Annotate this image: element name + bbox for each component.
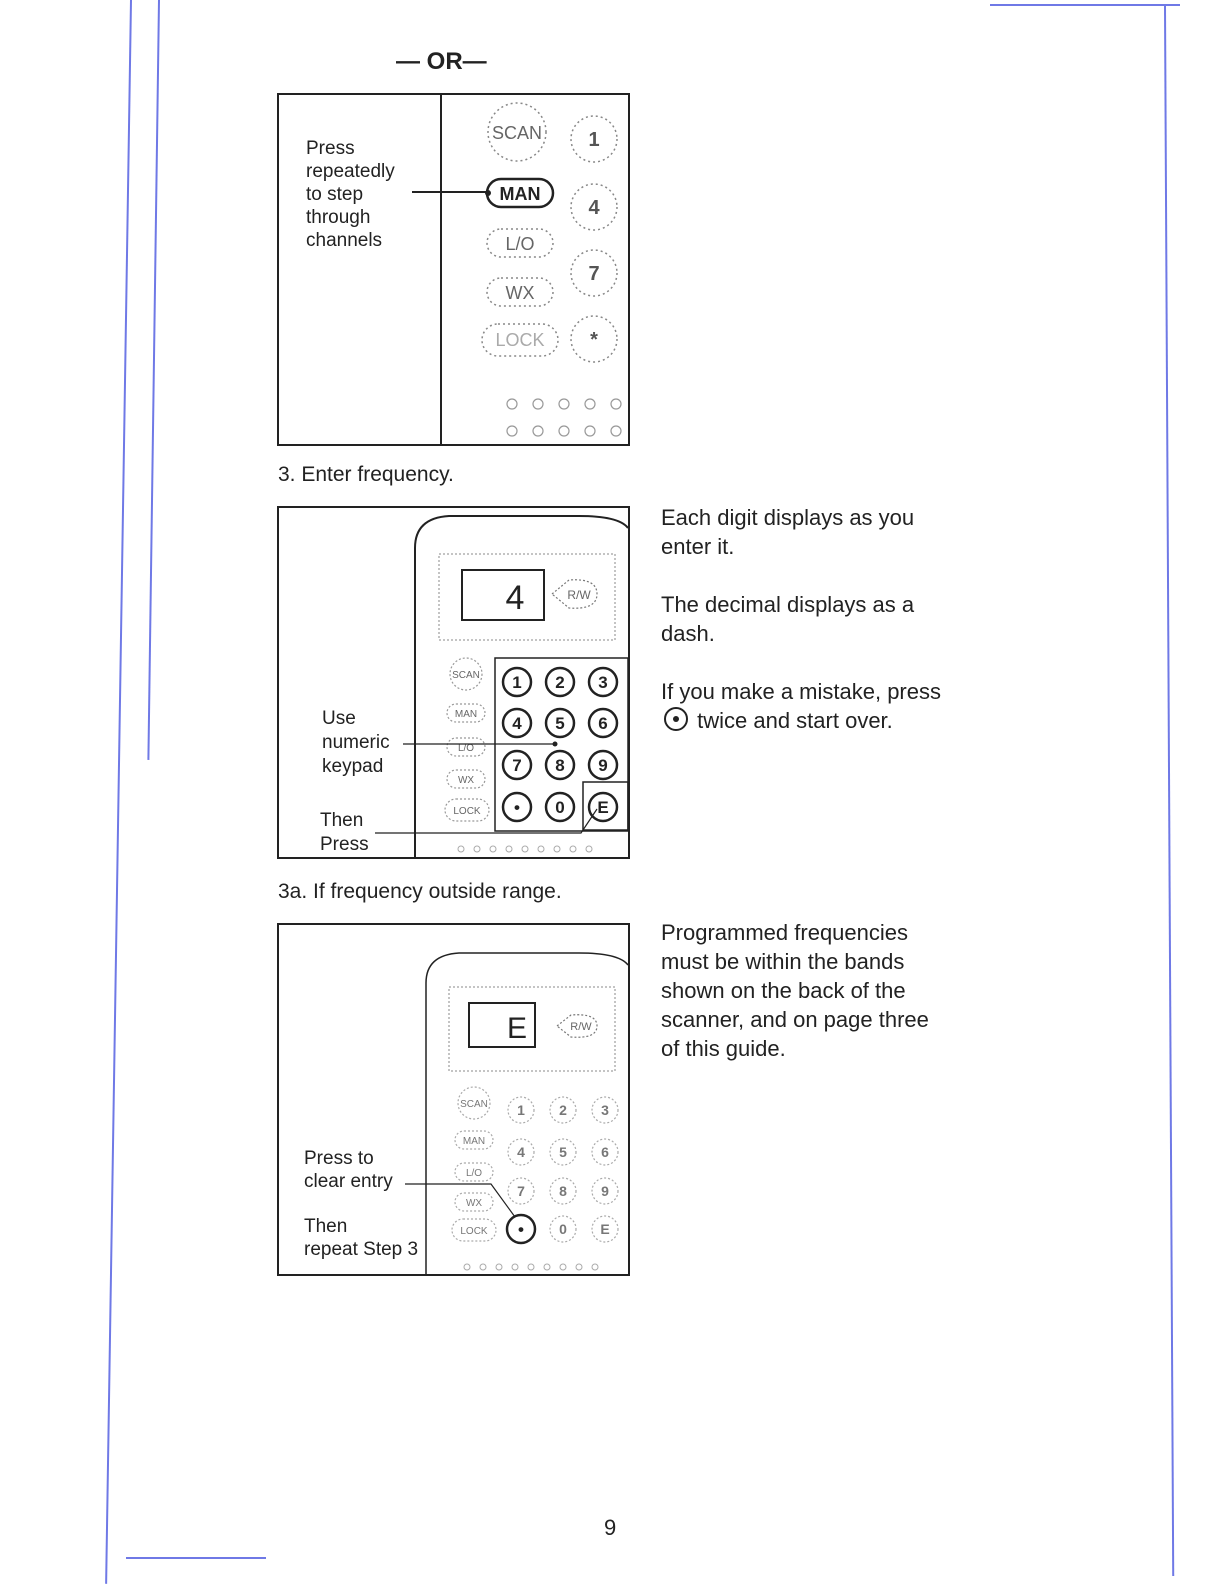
keypad-3: 3 [598, 673, 608, 692]
then-press-label: Then Press [320, 810, 369, 855]
keypad3-0: 0 [559, 1221, 567, 1237]
key-lock-3: LOCK [460, 1226, 488, 1237]
note-decimal: The decimal displays as a dash. [661, 592, 915, 646]
key-man-2: MAN [454, 709, 478, 720]
note-digit: Each digit displays as you enter it. [661, 505, 915, 559]
keypad-6: 6 [598, 714, 608, 733]
keypad-dot: • [514, 798, 520, 817]
keypad-0: 0 [555, 798, 565, 817]
keypad3-e: E [600, 1221, 610, 1237]
lcd-error: E [506, 1012, 528, 1045]
keypad-label: Use numeric keypad [322, 708, 390, 777]
panel1-keys [279, 95, 628, 444]
key-star: * [590, 329, 598, 351]
keypad3-4: 4 [517, 1144, 525, 1160]
key-lock: LOCK [495, 330, 545, 350]
keypad3-8: 8 [559, 1183, 567, 1199]
keypad-4: 4 [512, 714, 522, 733]
scan-edge-top-right [990, 4, 1180, 6]
key-7: 7 [588, 263, 600, 285]
keypad-e: E [597, 798, 609, 817]
rw-icon: R/W [567, 588, 591, 602]
or-heading: — OR— [396, 48, 487, 75]
step3a-caption: 3a. If frequency outside range. [278, 880, 562, 903]
keypad-7: 7 [512, 756, 522, 775]
panel2-scanner [279, 508, 628, 857]
enter-frequency-panel [277, 506, 630, 859]
key-man-3: MAN [462, 1136, 486, 1147]
out-of-range-panel [277, 923, 630, 1276]
key-4: 4 [588, 197, 600, 219]
panel1-label: Press repeatedly to step through channels [306, 138, 395, 251]
clear-entry-label: Press to clear entry [304, 1148, 393, 1192]
rw-icon-2: R/W [570, 1021, 592, 1033]
scan-edge-left [105, 0, 132, 1584]
keypad-9: 9 [598, 756, 608, 775]
key-lock-2: LOCK [453, 806, 481, 817]
key-scan-3: SCAN [460, 1099, 488, 1110]
step3a-note: Programmed frequencies must be within the bands shown on the back of the scanner, and on page three of this guide. [661, 920, 929, 1061]
keypad3-1: 1 [517, 1102, 525, 1118]
lcd-display [462, 570, 544, 620]
dot-button-icon [664, 707, 688, 731]
keypad3-9: 9 [601, 1183, 609, 1199]
key-wx: WX [505, 283, 535, 303]
key-scan: SCAN [491, 123, 543, 143]
page-number: 9 [604, 1515, 617, 1540]
keypad-2: 2 [555, 673, 565, 692]
scan-edge-right [1164, 6, 1174, 1576]
keypad-5: 5 [555, 714, 565, 733]
key-lo: L/O [505, 234, 535, 254]
manual-step-panel [277, 93, 630, 446]
scan-edge-bottom [126, 1557, 266, 1559]
key-scan-2: SCAN [452, 670, 480, 681]
key-lo-2: L/O [457, 743, 475, 754]
keypad-1: 1 [512, 673, 522, 692]
keypad3-3: 3 [601, 1102, 609, 1118]
key-lo-3: L/O [465, 1168, 483, 1179]
step3-caption: 3. Enter frequency. [278, 463, 454, 486]
keypad-8: 8 [555, 756, 565, 775]
keypad3-6: 6 [601, 1144, 609, 1160]
step3-notes [661, 503, 951, 764]
keypad3-7: 7 [517, 1183, 525, 1199]
key-man: MAN [499, 184, 541, 204]
lcd-digit: 4 [505, 579, 525, 617]
note-mistake: If you make a mistake, press twice and start over. [661, 679, 941, 733]
keypad3-5: 5 [559, 1144, 567, 1160]
keypad3-2: 2 [559, 1102, 567, 1118]
repeat-step-label: Then repeat Step 3 [304, 1216, 419, 1260]
key-1: 1 [588, 129, 600, 151]
keypad3-dot: • [518, 1220, 524, 1239]
key-wx-3: WX [465, 1198, 483, 1209]
scan-edge-left-2 [147, 0, 160, 760]
key-wx-2: WX [457, 775, 475, 786]
